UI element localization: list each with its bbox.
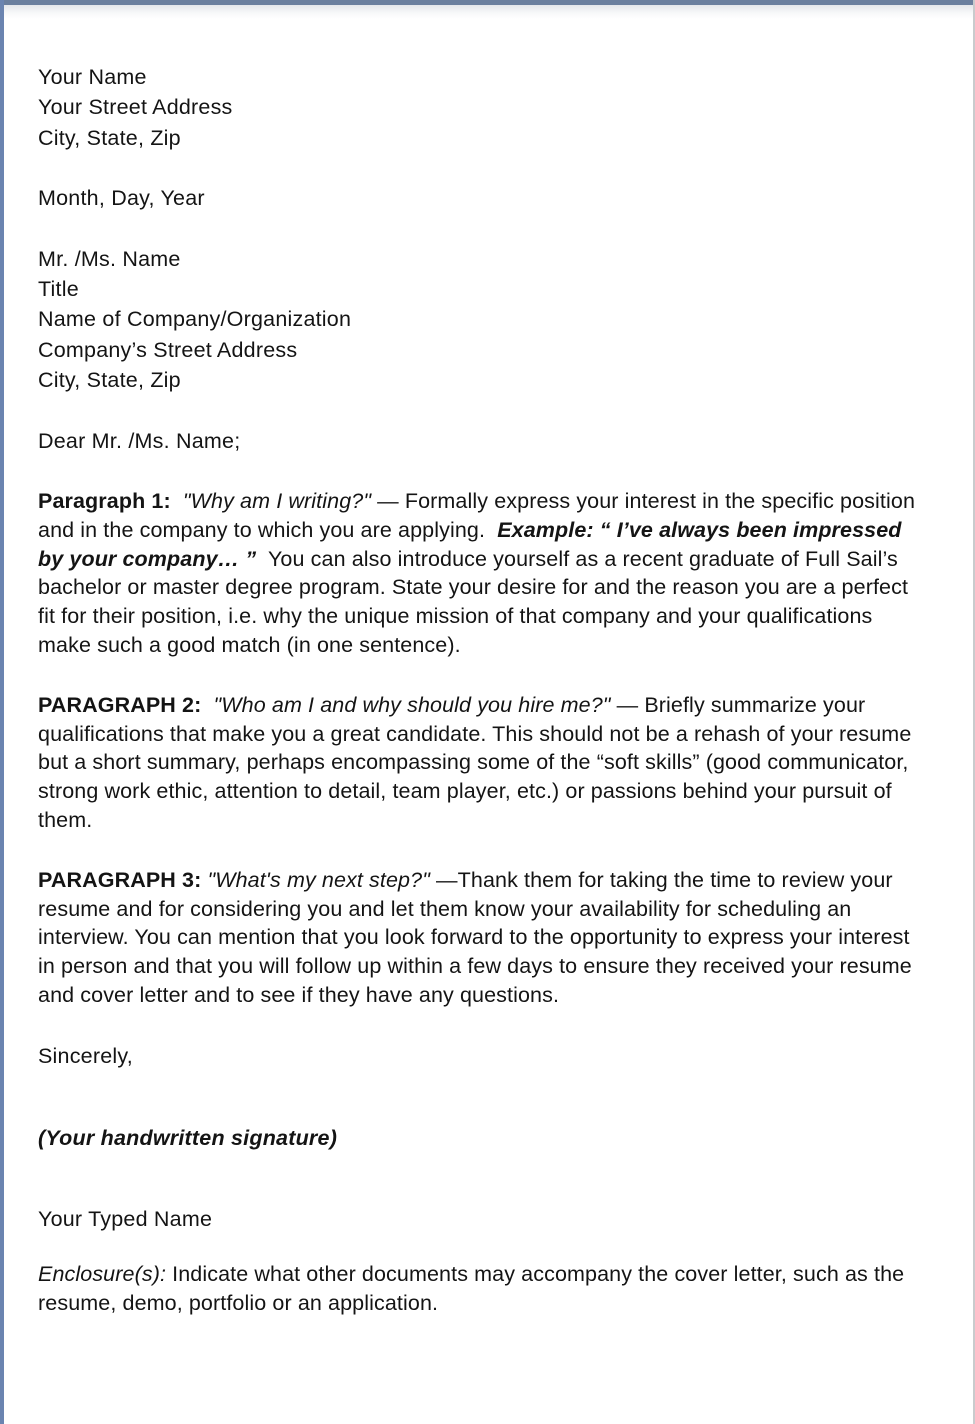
- recipient-name: Mr. /Ms. Name: [38, 246, 181, 271]
- paragraph-3-body: Thank them for taking the time to review your resume and for considering you and let them know your availability for scheduling an interview. You can mention that you look forward to the opportunity to express your interest in person and that you will follow up within a few days to ensure they received your resume and cover letter and to see if they have any questions.: [38, 867, 912, 1008]
- spacer-after-salutation: [38, 456, 931, 487]
- sender-name: Your Name: [38, 65, 147, 89]
- recipient-title: Title: [38, 277, 79, 302]
- paragraph-3-label: PARAGRAPH 3:: [38, 867, 202, 892]
- paragraph-3-dash: —: [429, 867, 458, 892]
- date-block: [38, 183, 931, 213]
- paragraph-1-dash: —: [371, 489, 405, 514]
- recipient-street: Company’s Street Address: [38, 337, 298, 362]
- paragraph-1-body-part2: You can also introduce yourself as a recent graduate of Full Sail’s bachelor or master degree program. State your desire for and the reason you are a perfect fit for their position, i.e. why the unique mission of that company and your qualifications make such a good match (in one sentence).: [38, 546, 915, 658]
- paragraph-1-label: Paragraph 1:: [38, 489, 171, 514]
- signature-block: [38, 1123, 931, 1153]
- recipient-address-block: [38, 244, 931, 396]
- salutation-block: [38, 426, 931, 456]
- paragraph-1-example: Example: “ I’ve always been impressed by your company… ”: [38, 517, 908, 571]
- paragraph-3-question: "What's my next step?": [207, 867, 430, 892]
- paragraph-2-space: [201, 693, 213, 717]
- signature-placeholder: (Your handwritten signature): [38, 1126, 338, 1151]
- typed-name-block: [38, 1204, 931, 1234]
- enclosure-label: Enclosure(s):: [38, 1262, 167, 1287]
- paragraph-1-body-part1: Formally express your interest in the specific position and in the company to which you are applying.: [38, 489, 922, 542]
- spacer-after-date: [38, 214, 931, 244]
- paragraph-2: [38, 691, 931, 835]
- enclosure-text: Indicate what other documents may accompany the cover letter, such as the resume, demo, portfolio or an application.: [38, 1262, 911, 1315]
- spacer-after-paragraph-1: [38, 660, 931, 691]
- spacer-before-signature: [38, 1071, 931, 1123]
- sender-address-block: [38, 62, 931, 153]
- spacer-after-sender: [38, 153, 931, 183]
- paragraph-2-label: PARAGRAPH 2:: [38, 692, 202, 717]
- paragraph-2-question: "Who am I and why should you hire me?": [213, 692, 611, 717]
- paragraph-1-question: "Why am I writing?": [182, 489, 372, 514]
- closing-sincerely: Sincerely,: [38, 1043, 133, 1068]
- paragraph-3: [38, 866, 931, 1010]
- recipient-company: Name of Company/Organization: [38, 307, 352, 332]
- paragraph-1-space: [171, 489, 183, 513]
- spacer-after-paragraph-2: [38, 835, 931, 866]
- enclosure-block: [38, 1260, 931, 1318]
- spacer-after-paragraph-3: [38, 1010, 931, 1041]
- sender-city-state-zip: City, State, Zip: [38, 125, 181, 150]
- sender-street: Your Street Address: [38, 95, 233, 120]
- paragraph-1: [38, 487, 931, 660]
- recipient-city-state-zip: City, State, Zip: [38, 368, 181, 393]
- salutation: Dear Mr. /Ms. Name;: [38, 428, 241, 453]
- typed-name: Your Typed Name: [38, 1206, 213, 1231]
- letter-date: Month, Day, Year: [38, 186, 205, 211]
- closing-block: [38, 1041, 931, 1071]
- paragraph-2-dash: —: [610, 692, 645, 717]
- spacer-before-enclosure: [38, 1234, 931, 1260]
- spacer-after-recipient: [38, 396, 931, 426]
- spacer-before-typed-name: [38, 1154, 931, 1204]
- paragraph-2-body: Briefly summarize your qualifications that make you a great candidate. This should not be a rehash of your resume but a short summary, perhaps encompassing some of the “soft skills” (good communicator, strong work ethic, attention to detail, team player, etc.) or passions behind your pursuit of them.: [38, 692, 912, 833]
